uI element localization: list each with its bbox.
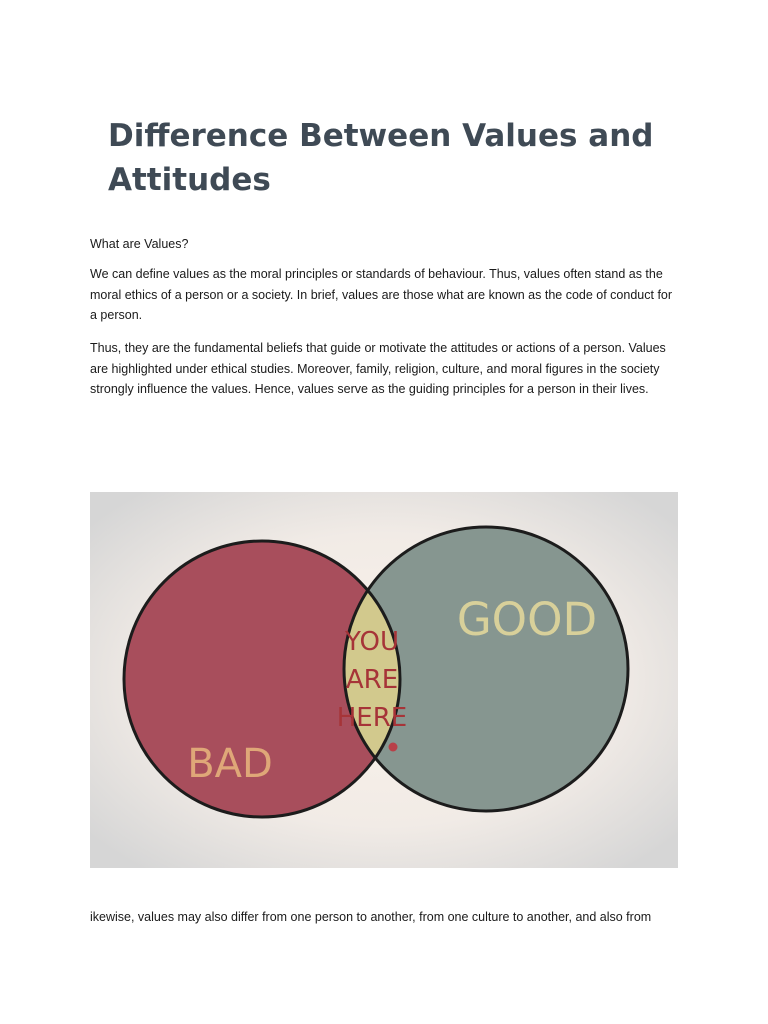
bad-label: BAD [187, 741, 273, 787]
center-label-line-2: ARE [345, 665, 399, 695]
venn-diagram-figure [90, 492, 678, 868]
page-title: Difference Between Values and Attitudes [108, 118, 654, 198]
paragraph-definition: We can define values as the moral principles or standards of behaviour. Thus, values often stand as the moral ethics of a person or a society. In brief, values are those what are known as the code of conduct for a person. [90, 267, 673, 322]
good-label: GOOD [456, 593, 598, 646]
center-label-line-1: YOU [345, 627, 399, 657]
center-label-line-3: HERE [336, 703, 408, 733]
section-question: What are Values? [90, 237, 189, 251]
venn-diagram [90, 492, 678, 868]
paragraph-likewise: ikewise, values may also differ from one person to another, from one culture to another, and also from [90, 910, 652, 924]
you-are-here-marker-dot [389, 743, 398, 752]
paragraph-fundamental-beliefs: Thus, they are the fundamental beliefs that guide or motivate the attitudes or actions of a person. Values are highlighted under ethical studies. Moreover, family, religion, culture, and moral figures in the society strongly influence the values. Hence, values serve as the guiding principles for a person in their lives. [90, 341, 666, 396]
